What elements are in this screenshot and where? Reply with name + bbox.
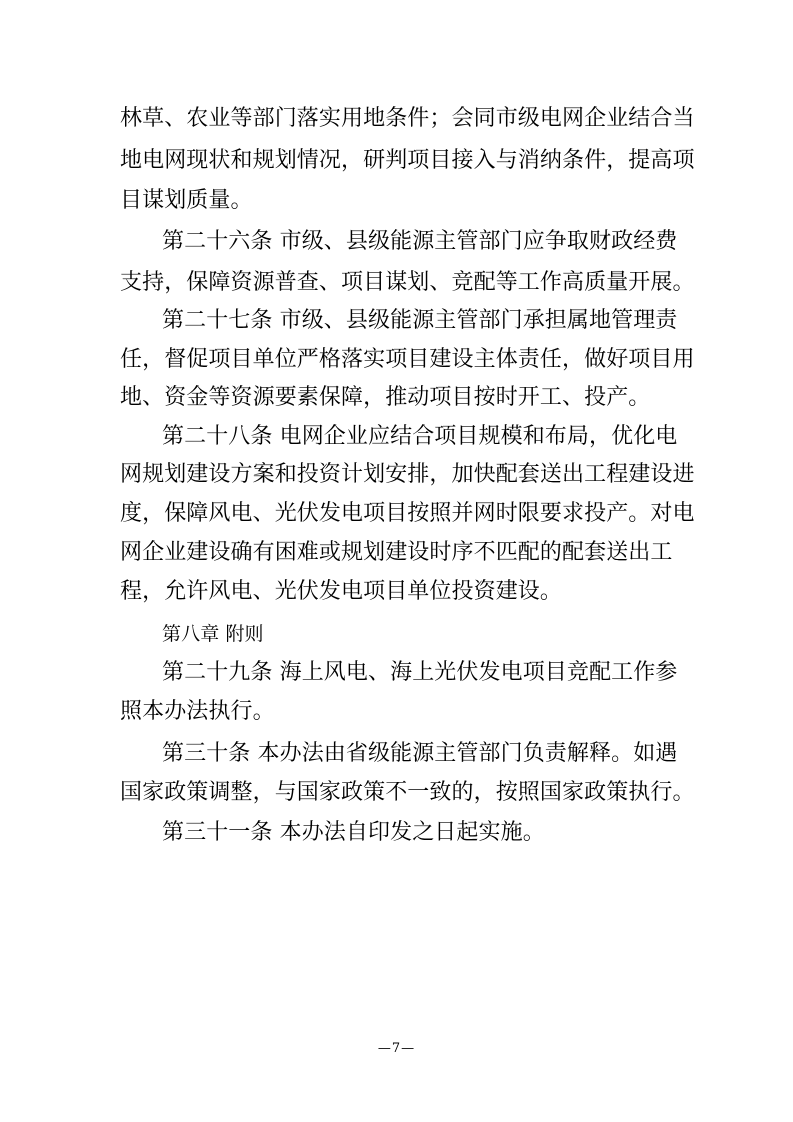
chapter-8-heading: 第八章 附则 [162,623,264,645]
article-27-heading-line: 第二十七条 市级、县级能源主管部门承担属地管理责 [162,308,678,333]
body-text-line: 网企业建设确有困难或规划建设时序不匹配的配套送出工 [120,540,673,565]
body-text-line: 程，允许风电、光伏发电项目单位投资建设。 [120,579,563,604]
article-26-heading-line: 第二十六条 市级、县级能源主管部门应争取财政经费 [162,229,678,254]
body-text-line: 国家政策调整，与国家政策不一致的，按照国家政策执行。 [120,780,695,805]
page-number: —7— [377,1041,416,1056]
body-text-line: 林草、农业等部门落实用地条件；会同市级电网企业结合当 [120,106,695,131]
body-text-line: 地、资金等资源要素保障，推动项目按时开工、投产。 [120,385,651,410]
body-text-line: 网规划建设方案和投资计划安排，加快配套送出工程建设进 [120,462,695,487]
body-text-line: 目谋划质量。 [120,188,253,213]
body-text-line: 地电网现状和规划情况，研判项目接入与消纳条件，提高项 [120,148,695,173]
body-text-line: 支持，保障资源普查、项目谋划、竞配等工作高质量开展。 [120,270,695,295]
article-29-heading-line: 第二十九条 海上风电、海上光伏发电项目竞配工作参 [162,660,678,685]
body-text-line: 任，督促项目单位严格落实项目建设主体责任，做好项目用 [120,347,695,372]
article-30-heading-line: 第三十条 本办法由省级能源主管部门负责解释。如遇 [162,741,678,766]
body-text-line: 度，保障风电、光伏发电项目按照并网时限要求投产。对电 [120,501,695,526]
body-text-line: 照本办法执行。 [120,699,275,724]
article-28-heading-line: 第二十八条 电网企业应结合项目规模和布局，优化电 [162,424,678,449]
article-31-heading-line: 第三十一条 本办法自印发之日起实施。 [162,820,545,845]
